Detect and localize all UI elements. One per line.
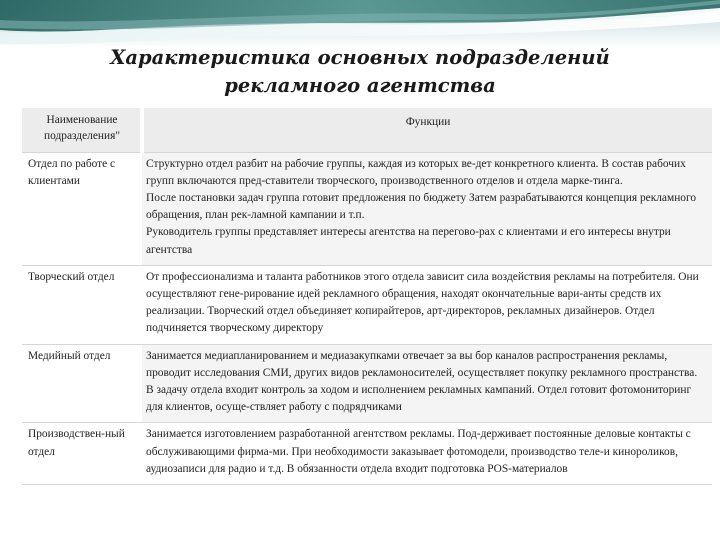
table-header-row [22, 108, 712, 152]
department-functions [142, 152, 712, 265]
column-header-name: Наименование подразделения" [22, 108, 142, 152]
page-title-line-1: Характеристика основных подразделений [110, 46, 610, 69]
function-paragraph: Занимается медиапланированием и медиазакупками отвечает за вы бор каналов распространения рекламы, проводит исследования СМИ, других видов рекламоносителей, осуществляет покупку рекламного пространства. [146, 349, 698, 379]
department-functions [142, 423, 712, 485]
department-functions [142, 265, 712, 344]
function-paragraph: Руководитель группы представляет интересы агентства на перегово-рах с клиентами и его интересы внутри агентства [146, 226, 671, 256]
function-paragraph: Структурно отдел разбит на рабочие группы, каждая из которых ве-дет конкретного клиента. В состав рабочих групп включаются пред-ставители творческого, производственного отделов и отдела марке-тинга. [146, 157, 686, 187]
function-paragraph: После постановки задач группа готовит предложения по бюджету Затем разрабатываются концепция рекламного обращения, план рек-ламной кампании и т.п. [146, 191, 697, 222]
page-title-line-2: рекламного агентства [224, 74, 496, 97]
function-paragraph: От профессионализма и таланта работников этого отдела зависит сила воздействия рекламы на потребителя. Они осуществляют гене-рирование идей рекламного обращения, находят окончательные вари-анты средств их реализации. Творческий отдел объединяет копирайтеров, арт-директоров, рекламных дизайнеров. Отдел подчиняется творческому директору [146, 270, 699, 335]
header-banner [0, 0, 720, 48]
table-row [22, 423, 712, 485]
table-row [22, 265, 712, 344]
department-functions [142, 344, 712, 423]
page-title [0, 44, 720, 100]
department-name: Производствен-ный отдел [22, 423, 142, 485]
department-name: Медийный отдел [22, 344, 142, 423]
department-name: Творческий отдел [22, 265, 142, 344]
department-name: Отдел по работе с клиентами [22, 152, 142, 265]
departments-table [22, 108, 712, 485]
column-header-functions: Функции [142, 108, 712, 152]
table-row [22, 152, 712, 265]
table-row [22, 344, 712, 423]
function-paragraph: В задачу отдела входит контроль за ходом и исполнением рекламных кампаний. Отдел готовит фотомониторинг для клиентов, осуще-ствляет работу с подрядчиками [146, 383, 692, 414]
function-paragraph: Занимается изготовлением разработанной агентством рекламы. Под-держивает постоянные деловые контакты с обслуживающими фирма-ми. При необходимости заказывает фотомодели, производство теле-и кинороликов, аудиозаписи для радио и т.д. В обязанности отдела входит подготовка POS-материалов [146, 428, 691, 475]
